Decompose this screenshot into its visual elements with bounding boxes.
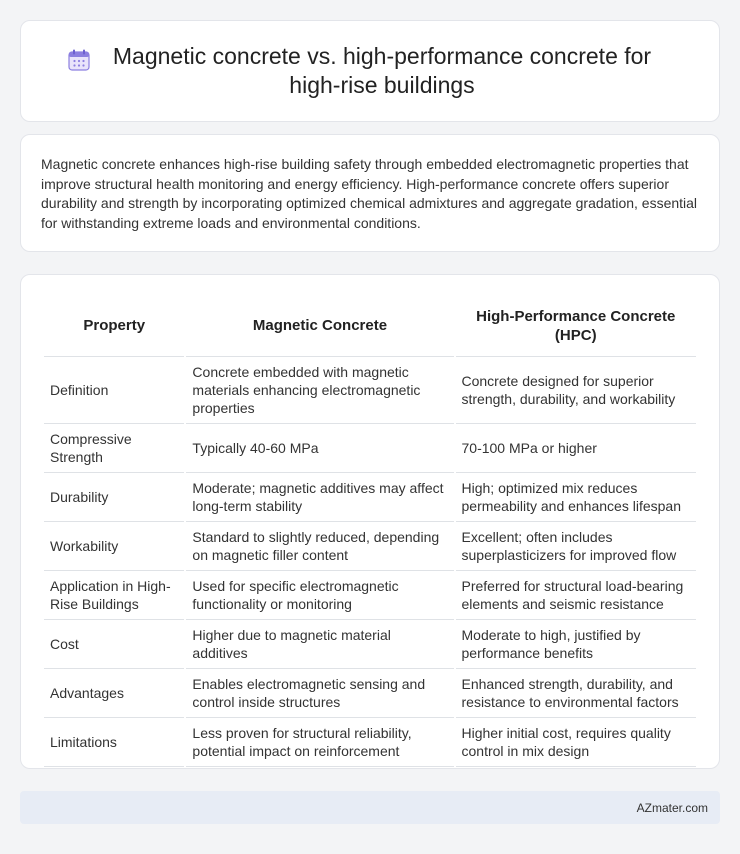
title-card xyxy=(20,20,720,122)
table-row xyxy=(44,357,696,424)
summary-text: Magnetic concrete enhances high-rise building safety through embedded electromagnetic properties that improve structural health monitoring and energy efficiency. High-performance concrete offers superior durability and strength by incorporating optimized chemical admixtures and aggregate gradation, essential for withstanding extreme loads and environmental conditions. xyxy=(41,156,698,231)
header-property: Property xyxy=(44,295,184,357)
row-property: Advantages xyxy=(44,669,184,718)
row-property: Durability xyxy=(44,473,184,522)
table-row xyxy=(44,620,696,669)
table-row xyxy=(44,669,696,718)
row-hpc: Higher initial cost, requires quality control in mix design xyxy=(456,718,697,767)
row-property: Application in High-Rise Buildings xyxy=(44,571,184,620)
table-row xyxy=(44,424,696,473)
row-hpc: High; optimized mix reduces permeability and enhances lifespan xyxy=(456,473,697,522)
comparison-table xyxy=(42,295,698,767)
table-row xyxy=(44,571,696,620)
row-hpc: Enhanced strength, durability, and resistance to environmental factors xyxy=(456,669,697,718)
footer xyxy=(20,791,720,824)
row-magnetic: Moderate; magnetic additives may affect long-term stability xyxy=(186,473,453,522)
row-hpc: Moderate to high, justified by performance benefits xyxy=(456,620,697,669)
page-title: Magnetic concrete vs. high-performance concrete for high-rise buildings xyxy=(112,43,652,98)
table-row xyxy=(44,718,696,767)
row-property: Limitations xyxy=(44,718,184,767)
row-property: Definition xyxy=(44,357,184,424)
table-header-row xyxy=(44,295,696,357)
row-property: Compressive Strength xyxy=(44,424,184,473)
comparison-table-card xyxy=(20,274,720,769)
header-magnetic-concrete: Magnetic Concrete xyxy=(186,295,453,357)
row-magnetic: Enables electromagnetic sensing and control inside structures xyxy=(186,669,453,718)
header-hpc: High-Performance Concrete (HPC) xyxy=(456,295,697,357)
row-magnetic: Less proven for structural reliability, potential impact on reinforcement xyxy=(186,718,453,767)
row-magnetic: Higher due to magnetic material additives xyxy=(186,620,453,669)
row-hpc: Concrete designed for superior strength, durability, and workability xyxy=(456,357,697,424)
row-hpc: Preferred for structural load-bearing elements and seismic resistance xyxy=(456,571,697,620)
row-magnetic: Concrete embedded with magnetic materials enhancing electromagnetic properties xyxy=(186,357,453,424)
row-hpc: Excellent; often includes superplasticizers for improved flow xyxy=(456,522,697,571)
footer-brand[interactable]: AZmater.com xyxy=(636,800,708,815)
table-row xyxy=(44,473,696,522)
row-property: Cost xyxy=(44,620,184,669)
row-magnetic: Standard to slightly reduced, depending on magnetic filler content xyxy=(186,522,453,571)
table-row xyxy=(44,522,696,571)
row-hpc: 70-100 MPa or higher xyxy=(456,424,697,473)
row-magnetic: Typically 40-60 MPa xyxy=(186,424,453,473)
row-magnetic: Used for specific electromagnetic functionality or monitoring xyxy=(186,571,453,620)
summary-card xyxy=(20,134,720,252)
row-property: Workability xyxy=(44,522,184,571)
